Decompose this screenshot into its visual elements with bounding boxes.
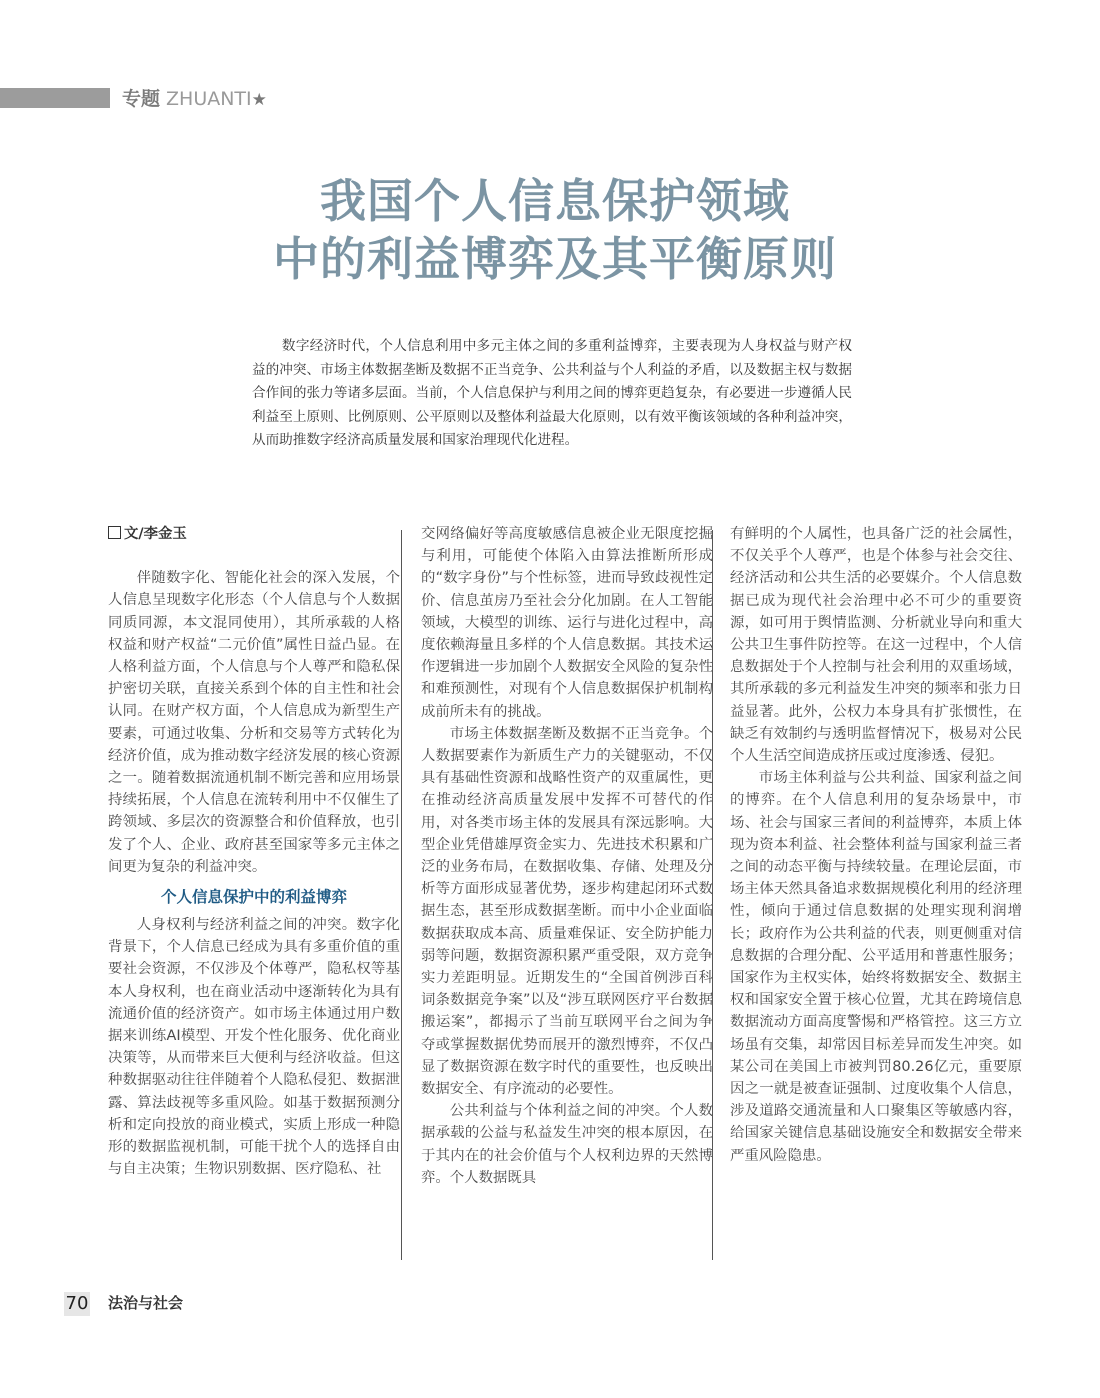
body-column-3 <box>730 523 1022 1167</box>
star-icon: ★ <box>251 90 267 110</box>
column-divider <box>401 530 402 1260</box>
paragraph: 公共利益与个体利益之间的冲突。个人数据承载的公益与私益发生冲突的根本原因，在于其内在的社会价值与个人权利边界的天然博弈。个人数据既具 <box>421 1103 713 1186</box>
section-label-en: ZHUANTI <box>166 88 252 110</box>
body-column-2 <box>421 523 713 1189</box>
section-bar <box>0 88 110 108</box>
paragraph: 市场主体数据垄断及数据不正当竞争。个人数据要素作为新质生产力的关键驱动，不仅具有基础性资源和战略性资产的双重属性，更在推动经济高质量发展中发挥不可替代的作用，对各类市场主体的发展具有深远影响。大型企业凭借雄厚资金实力、先进技术积累和广泛的业务布局，在数据收集、存储、处理及分析等方面形成显著优势，逐步构建起闭环式数据生态，甚至形成数据垄断。而中小企业面临数据获取成本高、质量难保证、安全防护能力弱等问题，数据资源积累严重受限，双方竞争实力差距明显。近期发生的“全国首例涉百科词条数据竞争案”以及“涉互联网医疗平台数据搬运案”，都揭示了当前互联网平台之间为争夺或掌握数据优势而展开的激烈博弈，不仅凸显了数据资源在数字时代的重要性，也反映出数据安全、有序流动的必要性。 <box>421 725 713 1098</box>
paragraph: 人身权利与经济利益之间的冲突。数字化背景下，个人信息已经成为具有多重价值的重要社会资源，不仅涉及个体尊严，隐私权等基本人身权利，也在商业活动中逐渐转化为具有流通价值的经济资产。如市场主体通过用户数据来训练AI模型、开发个性化服务、优化商业决策等，从而带来巨大便利与经济收益。但这种数据驱动往往伴随着个人隐私侵犯、数据泄露、算法歧视等多重风险。如基于数据预测分析和定向投放的商业模式，实质上形成一种隐形的数据监视机制，可能干扰个人的选择自由与自主决策；生物识别数据、医疗隐私、社 <box>108 917 400 1178</box>
article-title-line-1: 我国个人信息保护领域 <box>320 174 790 228</box>
section-label-cn: 专题 <box>122 88 161 110</box>
byline <box>108 523 400 545</box>
page-number: 70 <box>65 1293 89 1314</box>
body-column-1 <box>108 523 400 1180</box>
byline-text: 文/李金玉 <box>124 526 187 542</box>
abstract-text: 数字经济时代，个人信息利用中多元主体之间的多重利益博弈，主要表现为人身权益与财产权益的冲突、市场主体数据垄断及数据不正当竞争、公共利益与个人利益的矛盾，以及数据主权与数据合作间的张力等诸多层面。当前，个人信息保护与利用之间的博弈更趋复杂，有必要进一步遵循人民利益至上原则、比例原则、公平原则以及整体利益最大化原则，以有效平衡该领域的各种利益冲突，从而助推数字经济高质量发展和国家治理现代化进程。 <box>252 338 852 449</box>
paragraph: 市场主体利益与公共利益、国家利益之间的博弈。在个人信息利用的复杂场景中，市场、社会与国家三者间的利益博弈，本质上体现为资本利益、社会整体利益与国家利益三者之间的动态平衡与持续较量。在理论层面，市场主体天然具备追求数据规模化利用的经济理性，倾向于通过信息数据的处理实现利润增长；政府作为公共利益的代表，则更侧重对信息数据的合理分配、公平适用和普惠性服务；国家作为主权实体，始终将数据安全、数据主权和国家安全置于核心位置，尤其在跨境信息数据流动方面高度警惕和严格管控。这三方立场虽有交集，却常因目标差异而发生冲突。如某公司在美国上市被判罚80.26亿元，重要原因之一就是被查证强制、过度收集个人信息，涉及道路交通流量和人口聚集区等敏感内容，给国家关键信息基础设施安全和数据安全带来严重风险隐患。 <box>730 770 1022 1164</box>
paragraph: 伴随数字化、智能化社会的深入发展，个人信息呈现数字化形态（个人信息与个人数据同质同源，本文混同使用），其所承载的人格权益和财产权益“二元价值”属性日益凸显。在人格利益方面，个人信息与个人尊严和隐私保护密切关联，直接关系到个体的自主性和社会认同。在财产权方面，个人信息成为新型生产要素，可通过收集、分析和交易等方式转化为经济价值，成为推动数字经济发展的核心资源之一。随着数据流通机制不断完善和应用场景持续拓展，个人信息在流转利用中不仅催生了跨领域、多层次的资源整合和价值释放，也引发了个人、企业、政府甚至国家等多元主体之间更为复杂的利益冲突。 <box>108 570 400 875</box>
paragraph: 交网络偏好等高度敏感信息被企业无限度挖掘与利用，可能使个体陷入由算法推断所形成的“数字身份”与个性标签，进而导致歧视性定价、信息茧房乃至社会分化加剧。在人工智能领域，大模型的训练、运行与进化过程中，高度依赖海量且多样的个人信息数据。其技术运作逻辑进一步加剧个人数据安全风险的复杂性和难预测性，对现有个人信息数据保护机制构成前所未有的挑战。 <box>421 526 713 720</box>
article-title-line-2: 中的利益博弈及其平衡原则 <box>273 232 837 286</box>
abstract <box>252 335 852 453</box>
article-title <box>0 172 1100 288</box>
publication-name: 法治与社会 <box>108 1294 184 1312</box>
section-label <box>122 84 267 111</box>
square-icon <box>108 526 121 539</box>
section-subheading: 个人信息保护中的利益博弈 <box>160 887 347 907</box>
paragraph: 有鲜明的个人属性，也具备广泛的社会属性，不仅关乎个人尊严，也是个体参与社会交往、经济活动和公共生活的必要媒介。个人信息数据已成为现代社会治理中必不可少的重要资源，如可用于舆情监测、分析就业导向和重大公共卫生事件防控等。在这一过程中，个人信息数据处于个人控制与社会利用的双重场域，其所承载的多元利益发生冲突的频率和张力日益显著。此外，公权力本身具有扩张惯性，在缺乏有效制约与透明监督情况下，极易对公民个人生活空间造成挤压或过度渗透、侵犯。 <box>730 526 1022 765</box>
